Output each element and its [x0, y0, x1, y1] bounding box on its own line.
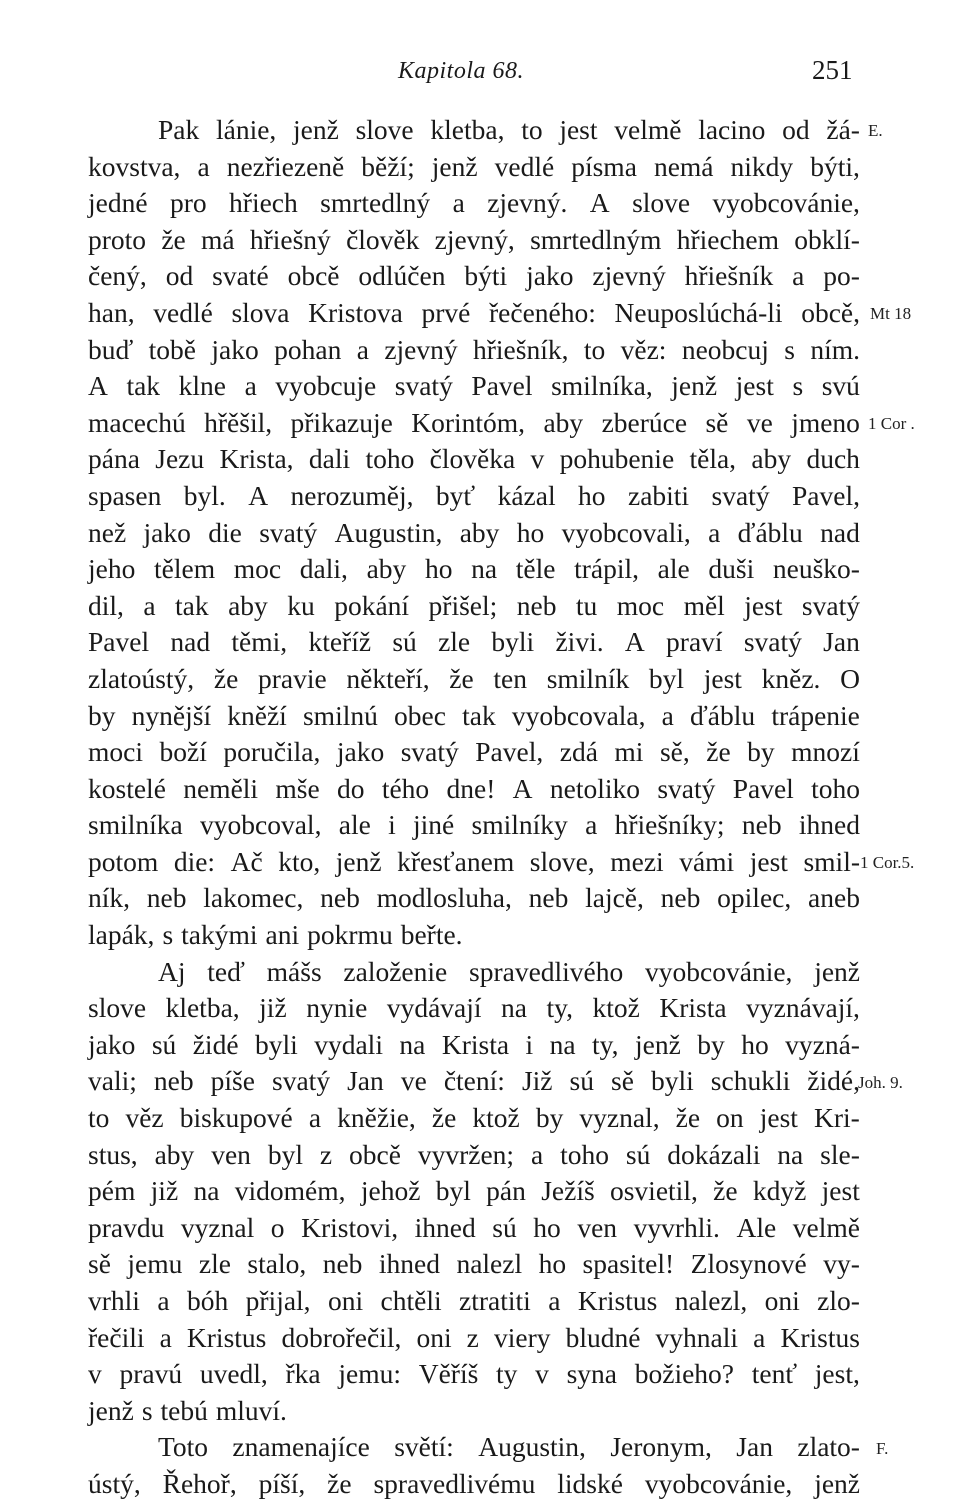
- margin-reference: 1 Cor.5.: [860, 853, 915, 872]
- text-line: jedné pro hřiech smrtedlný a zjevný. A slove vyobcovánie,: [88, 187, 860, 219]
- text-line: vali; neb píše svatý Jan ve čtení: Již sú sě byli schukli židé,: [88, 1065, 860, 1097]
- text-line: ústý, Řehoř, píší, že spravedlivému lidské vyobcovánie, jenž: [88, 1467, 860, 1499]
- text-line: buď tobě jako pohan a zjevný hřiešník, to věz: neobcuj s ním.: [88, 333, 860, 365]
- text-line: v pravú uvedl, řka jemu: Věříš ty v syna božieho? tenť jest,: [88, 1358, 860, 1390]
- text-line: jeho tělem moc dali, aby ho na těle trápil, ale duši neuško-: [88, 553, 860, 585]
- text-line: pána Jezu Krista, dali toho člověka v pohubenie těla, aby duch: [88, 443, 860, 475]
- margin-reference: 1 Cor .: [868, 413, 915, 433]
- text-line: jako sú židé byli vydali na Krista i na ty, jenž by ho vyzná-: [88, 1028, 860, 1060]
- text-line: čený, od svaté obcě odlúčen býti jako zjevný hřiešník a po-: [88, 260, 860, 292]
- text-line: moci boží poručila, jako svatý Pavel, zdá mi sě, že by mnozí: [88, 736, 860, 768]
- text-line: vrhli a bóh přijal, oni chtěli ztratiti a Kristus nalezl, oni zlo-: [88, 1285, 860, 1316]
- text-line: ník, neb lakomec, neb modlosluha, neb lajcě, neb opilec, aneb: [88, 882, 860, 914]
- text-line: A tak klne a vyobcuje svatý Pavel smilníka, jenž jest s svú: [88, 370, 860, 402]
- text-line: slove kletba, již nynie vydávají na ty, ktož Krista vyznávají,: [88, 992, 860, 1024]
- text-line: pravdu vyznal o Kristovi, ihned sú ho ven vyvrhli. Ale velmě: [88, 1211, 860, 1243]
- text-line: než jako die svatý Augustin, aby ho vyobcovali, a ďáblu nad: [88, 516, 860, 548]
- text-line: smilníka vyobcoval, ale i jiné smilníky a hřiešníky; neb ihned: [88, 809, 860, 841]
- text-line: Pak lánie, jenž slove kletba, to jest velmě lacino od žá-: [158, 114, 860, 145]
- text-line: dil, a tak aby ku pokání přišel; neb tu moc měl jest svatý: [88, 589, 860, 621]
- text-line: jenž s tebú mluví.: [88, 1394, 287, 1426]
- text-line: řečili a Kristus dobrořečil, oni z viery bludné vyhnali a Kristus: [88, 1321, 860, 1353]
- text-line: Aj teď mášs založenie spravedlivého vyobcovánie, jenž: [158, 955, 860, 987]
- margin-reference: Joh. 9.: [858, 1072, 903, 1092]
- text-line: Pavel nad těmi, kteříž sú zle byli živi. A praví svatý Jan: [88, 626, 860, 658]
- text-line: spasen byl. A nerozuměj, byť kázal ho zabiti svatý Pavel,: [88, 479, 860, 511]
- text-line: Toto znamenajíce světí: Augustin, Jeronym, Jan zlato-: [158, 1431, 860, 1463]
- margin-reference: Mt 18: [870, 304, 912, 323]
- margin-reference: F.: [876, 1438, 889, 1458]
- body-text: [88, 112, 860, 1503]
- text-line: lapák, s takými ani pokrmu beřte.: [88, 919, 463, 951]
- text-line: han, vedlé slova Kristova prvé řečeného: Neuposlúchá-li obcě,: [88, 296, 860, 328]
- text-line: proto že má hřiešný člověk zjevný, smrtedlným hřiechem obklí-: [88, 223, 860, 255]
- chapter-title: Kapitola 68.: [398, 58, 525, 84]
- text-line: by nynější kněží smilnú obec tak vyobcovala, a ďáblu trápenie: [88, 699, 860, 731]
- text-line: stus, aby ven byl z obcě vyvržen; a toho sú dokázali na sle-: [88, 1138, 860, 1170]
- page-number: 251: [812, 55, 853, 85]
- text-line: zlatoústý, že pravie někteří, že ten smilník byl jest kněz. O: [88, 662, 860, 694]
- text-line: macechú hřěšil, přikazuje Korintóm, aby zberúce sě ve jmeno: [88, 406, 860, 438]
- text-line: kovstva, a nezřiezeně běží; jenž vedlé písma nemá nikdy býti,: [88, 150, 860, 182]
- text-line: potom die: Ač kto, jenž křesťanem slove, mezi vámi jest smil-: [88, 845, 860, 877]
- text-line: sě jemu zle stalo, neb ihned nalezl ho spasitel! Zlosynové vy-: [88, 1248, 860, 1280]
- text-line: to věz biskupové a kněžie, že ktož by vyznal, že on jest Kri-: [88, 1102, 860, 1134]
- margin-reference: E.: [868, 121, 883, 140]
- text-line: pém již na vidomém, jehož byl pán Ježíš osvietil, že když jest: [88, 1175, 860, 1207]
- text-line: kostelé neměli mše do tého dne! A netoliko svatý Pavel toho: [88, 772, 860, 804]
